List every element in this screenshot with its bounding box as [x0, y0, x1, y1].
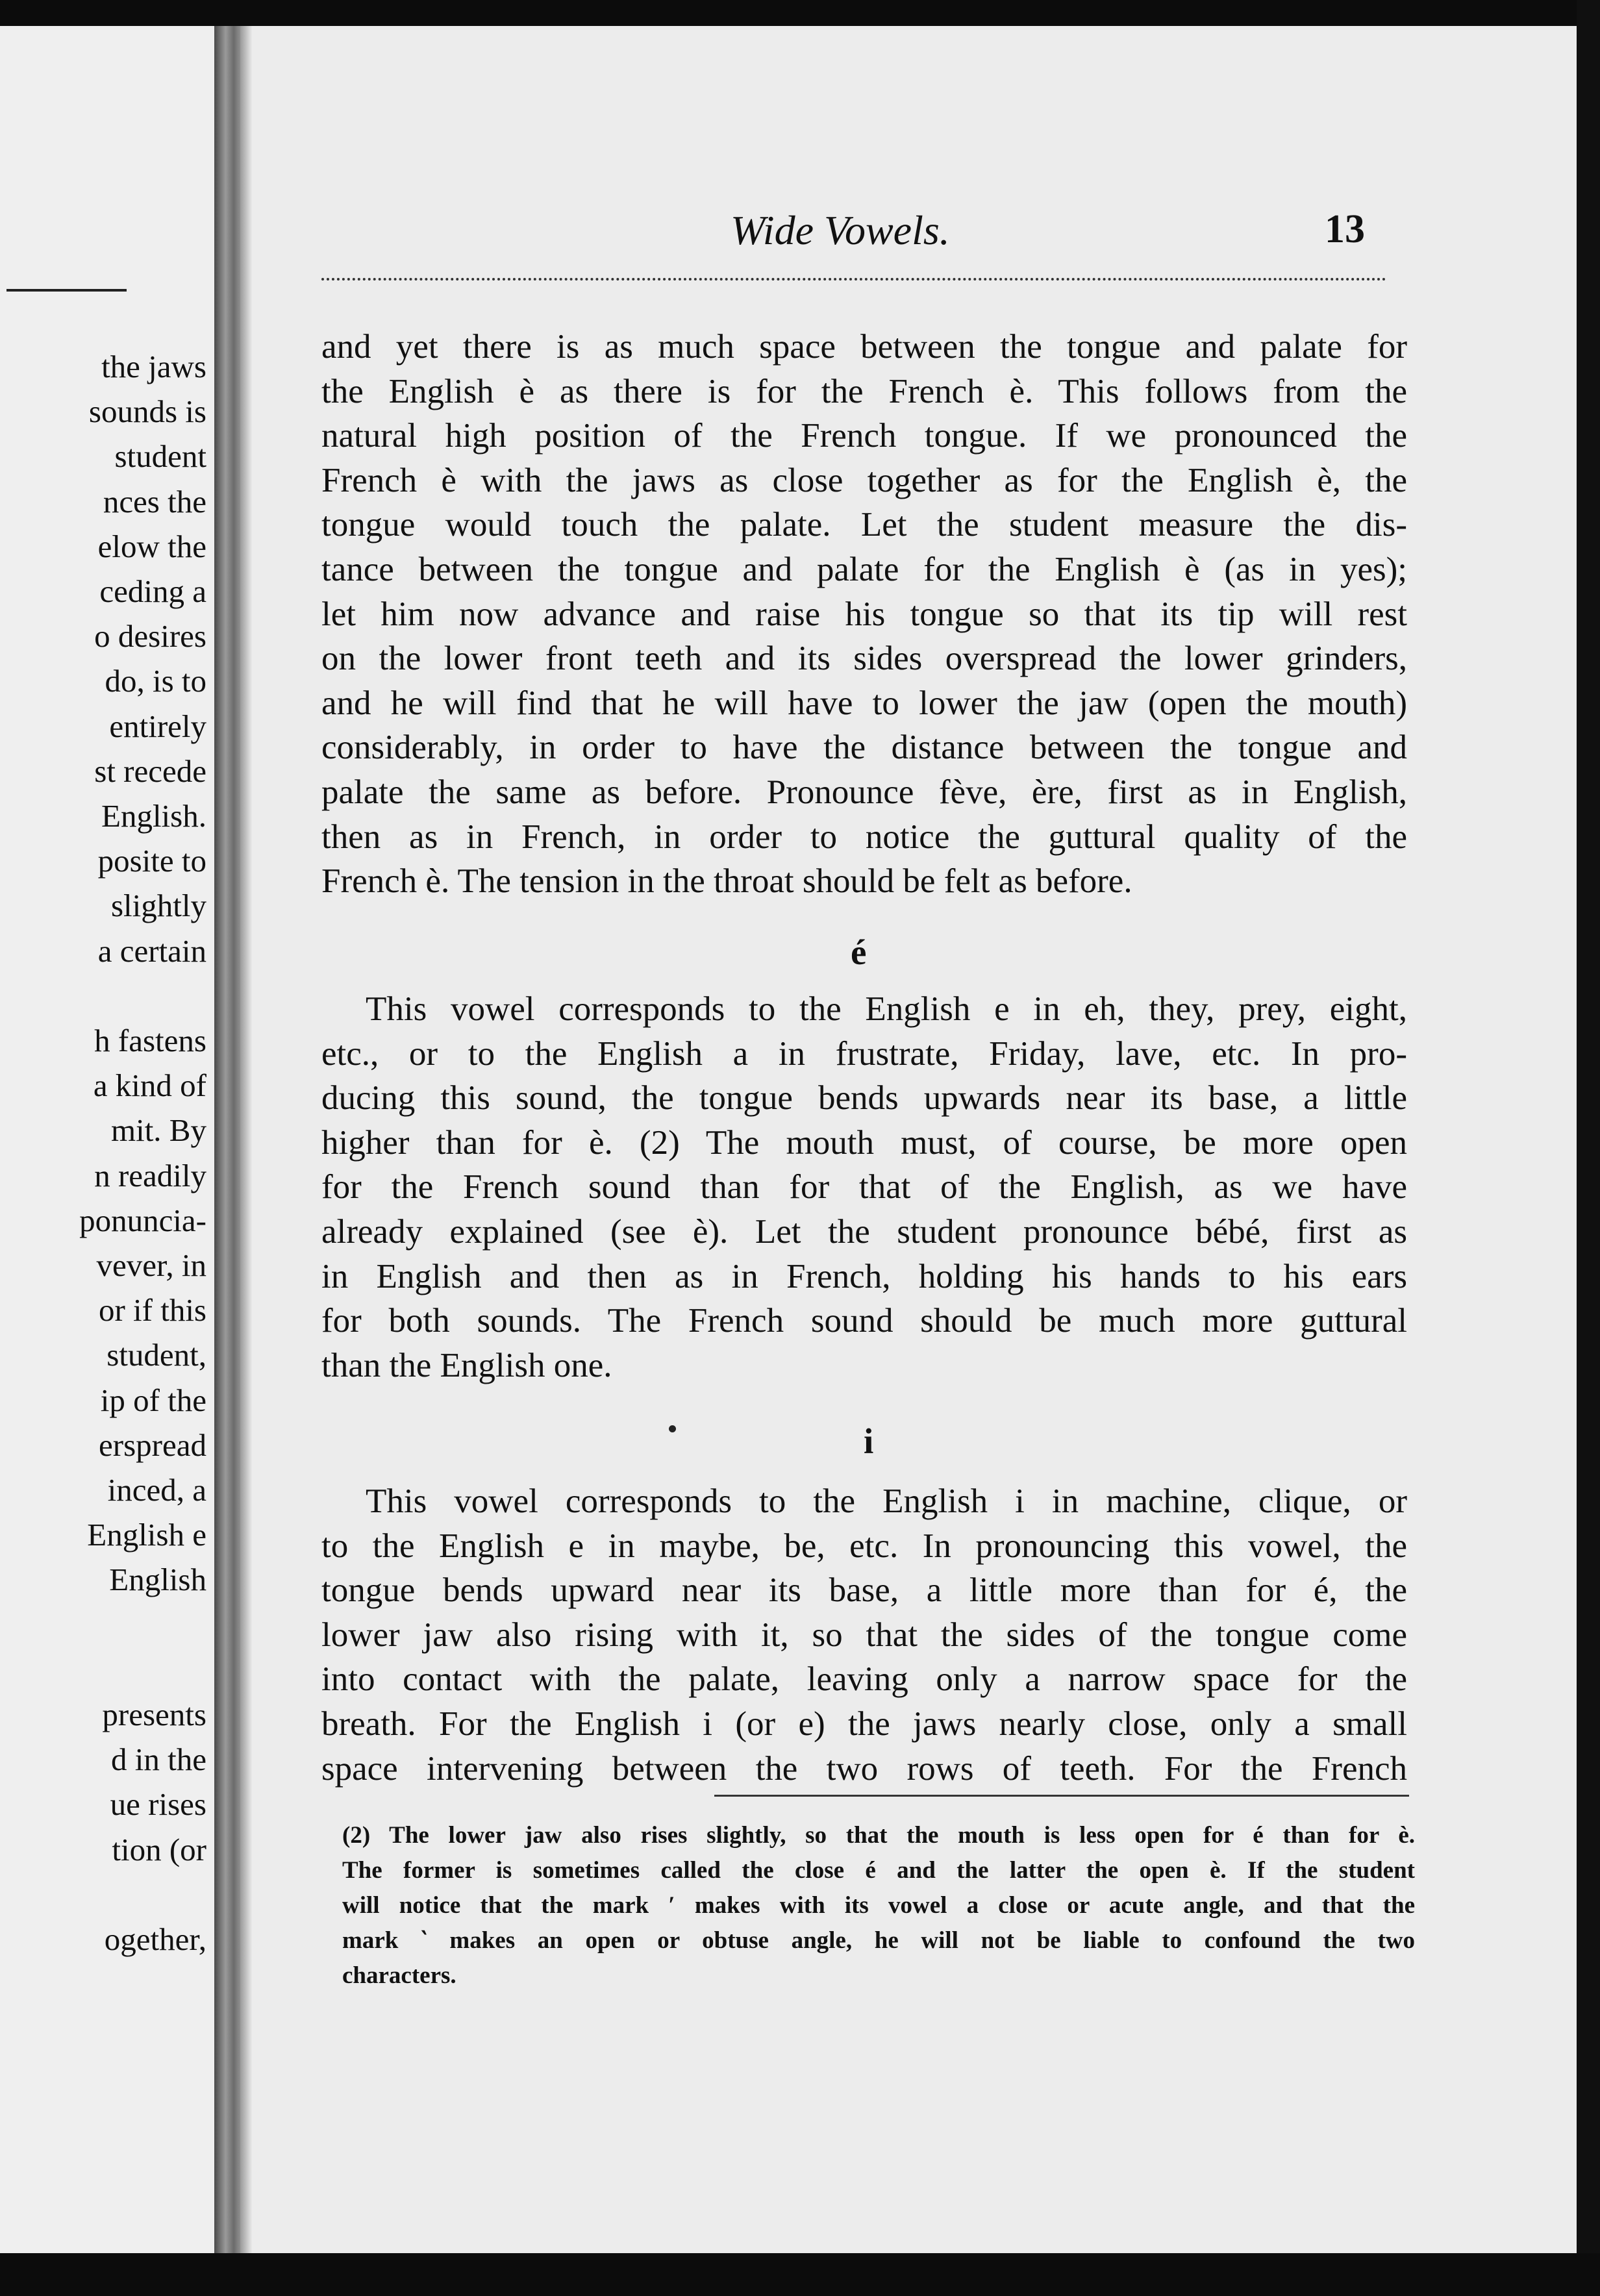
text-line: breath. For the English i (or e) the jaws nearly close, only a small: [321, 1704, 1407, 1743]
previous-page-line: a certain: [97, 932, 206, 969]
footnote-line: characters.: [342, 1962, 456, 1989]
previous-page-line: n readily: [94, 1157, 206, 1193]
previous-page-line: ip of the: [100, 1382, 206, 1418]
text-line: and he will find that he will have to lower the jaw (open the mouth): [321, 684, 1407, 722]
footnote-line: (2) The lower jaw also rises slightly, so that the mouth is less open for é than for è.: [342, 1822, 1415, 1849]
scan-bottom-border: [0, 2253, 1600, 2296]
text-line: into contact with the palate, leaving only a narrow space for the: [321, 1660, 1407, 1699]
previous-page-line: inced, a: [107, 1472, 206, 1508]
previous-page-line: elow the: [97, 528, 206, 564]
header-rule: [321, 278, 1386, 281]
text-line: tongue bends upward near its base, a little more than for é, the: [321, 1571, 1407, 1610]
previous-page-line: nces the: [103, 483, 206, 519]
previous-page-line: ogether,: [104, 1921, 206, 1957]
previous-page-line: st recede: [94, 753, 206, 789]
page-number: 13: [1325, 207, 1365, 251]
previous-page-rule: [6, 289, 127, 292]
text-line: tongue would touch the palate. Let the student measure the dis-: [321, 506, 1407, 544]
text-line: already explained (see è). Let the student pronounce bébé, first as: [321, 1212, 1407, 1251]
footnote-line: The former is sometimes called the close é and the latter the open è. If the student: [342, 1857, 1415, 1884]
text-line: in English and then as in French, holding his hands to his ears: [321, 1257, 1407, 1295]
previous-page-fragment: [0, 26, 214, 2253]
text-line: and yet there is as much space between the tongue and palate for: [321, 328, 1407, 366]
paragraph-wide-e-continued: [321, 325, 1407, 904]
previous-page-line: erspread: [99, 1427, 206, 1463]
footnote: [342, 1818, 1415, 1993]
footnote-line: mark ‵ makes an open or obtuse angle, he will not be liable to confound the two: [342, 1927, 1415, 1954]
section-heading-i: i: [864, 1421, 874, 1461]
previous-page-line: vever, in: [96, 1247, 206, 1283]
text-line: French è. The tension in the throat should be felt as before.: [321, 862, 1132, 901]
paragraph-i: [321, 1479, 1407, 1791]
previous-page-line: h fastens: [94, 1023, 206, 1058]
text-line: for both sounds. The French sound should be much more guttural: [321, 1302, 1407, 1340]
scan-right-border: [1577, 0, 1600, 2296]
text-line: space intervening between the two rows of teeth. For the French: [321, 1749, 1407, 1788]
previous-page-line: the jaws: [101, 349, 206, 384]
text-line: on the lower front teeth and its sides overspread the lower grinders,: [321, 640, 1407, 678]
previous-page-line: a kind of: [93, 1067, 206, 1104]
footnote-line: will notice that the mark ′ makes with its vowel a close or acute angle, and that the: [342, 1892, 1415, 1919]
previous-page-line: slightly: [110, 888, 206, 924]
text-line: palate the same as before. Pronounce fève, ère, first as in English,: [321, 773, 1407, 811]
previous-page-line: presents: [102, 1697, 206, 1732]
previous-page-line: o desires: [94, 618, 206, 655]
scan-speck: [669, 1425, 676, 1432]
text-line: than the English one.: [321, 1346, 612, 1384]
text-line: let him now advance and raise his tongue so that its tip will rest: [321, 595, 1407, 633]
previous-page-line: student,: [106, 1337, 206, 1373]
previous-page-line: posite to: [97, 843, 206, 879]
text-line: etc., or to the English a in frustrate, Friday, lave, etc. In pro-: [321, 1034, 1407, 1073]
previous-page-line: English e: [87, 1517, 206, 1553]
previous-page-line: ue rises: [110, 1786, 206, 1823]
text-line: then as in French, in order to notice the guttural quality of the: [321, 817, 1407, 856]
previous-page-line: tion (or: [112, 1831, 206, 1867]
text-line: higher than for è. (2) The mouth must, of course, be more open: [321, 1123, 1407, 1162]
previous-page-line: d in the: [111, 1741, 206, 1778]
footnote-rule: [714, 1795, 1409, 1797]
previous-page-line: English: [109, 1562, 206, 1598]
previous-page-line: ponuncia-: [79, 1202, 206, 1238]
previous-page-line: English.: [101, 798, 206, 834]
text-line: This vowel corresponds to the English e in eh, they, prey, eight,: [366, 990, 1407, 1028]
text-line: French è with the jaws as close together as for the English è, the: [321, 461, 1407, 499]
text-line: the English è as there is for the French è. This follows from the: [321, 372, 1407, 410]
scan-top-border: [0, 0, 1600, 26]
previous-page-line: entirely: [109, 708, 206, 744]
running-head: Wide Vowels.: [731, 207, 950, 253]
previous-page-line: do, is to: [105, 663, 206, 699]
text-line: lower jaw also rising with it, so that the sides of the tongue come: [321, 1616, 1407, 1654]
text-line: considerably, in order to have the distance between the tongue and: [321, 729, 1407, 767]
text-line: for the French sound than for that of the English, as we have: [321, 1168, 1407, 1206]
text-line: tance between the tongue and palate for the English è (as in yes);: [321, 550, 1407, 588]
previous-page-line: or if this: [98, 1292, 206, 1329]
previous-page-line: mit. By: [110, 1112, 206, 1149]
text-line: to the English e in maybe, be, etc. In pronouncing this vowel, the: [321, 1527, 1407, 1565]
paragraph-e-acute: [321, 987, 1407, 1388]
previous-page-line: student: [114, 438, 206, 475]
previous-page-line: ceding a: [99, 573, 206, 609]
text-line: natural high position of the French tongue. If we pronounced the: [321, 417, 1407, 455]
section-heading-e-acute: é: [851, 932, 867, 972]
previous-page-line: sounds is: [88, 393, 206, 430]
page-curl-shadow: [240, 26, 252, 2253]
text-line: ducing this sound, the tongue bends upwards near its base, a little: [321, 1079, 1407, 1117]
text-line: This vowel corresponds to the English i in machine, clique, or: [366, 1482, 1407, 1520]
